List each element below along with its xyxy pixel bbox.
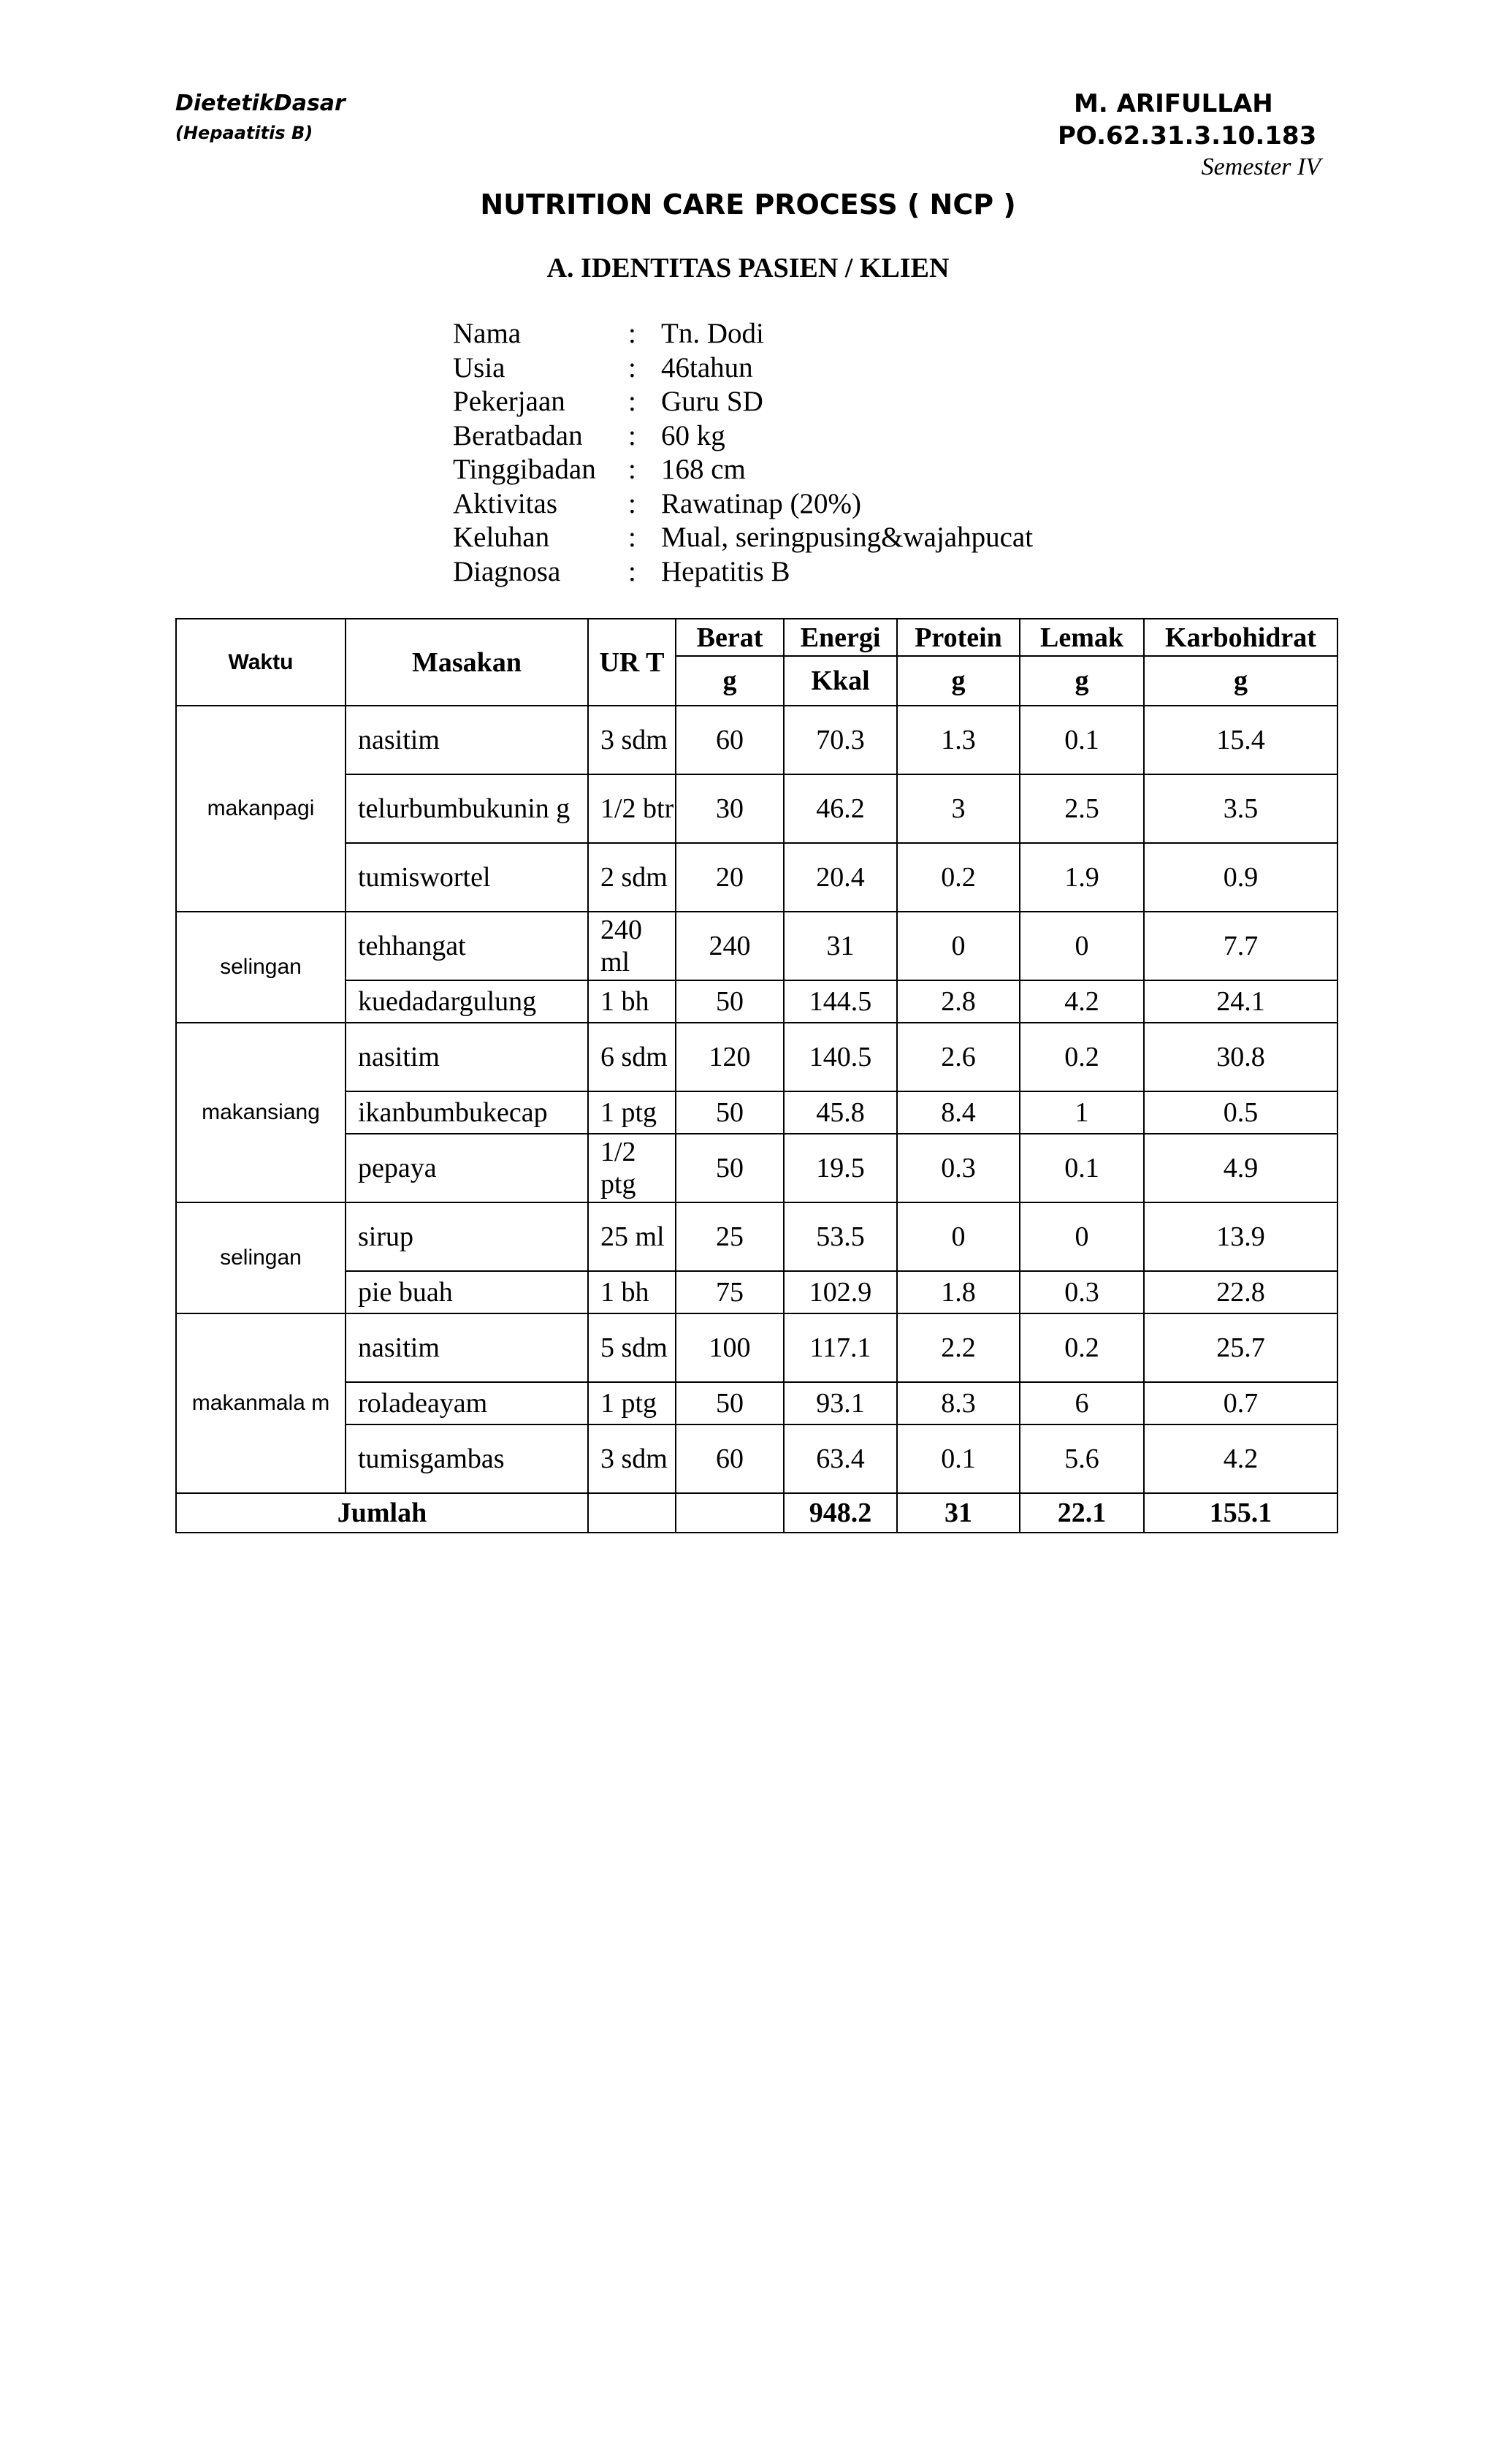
- header-masakan: Masakan: [346, 619, 588, 706]
- karbohidrat-cell: 0.5: [1144, 1091, 1337, 1134]
- masakan-cell: tumiswortel: [346, 843, 588, 912]
- section-title: A. IDENTITAS PASIEN / KLIEN: [546, 253, 950, 283]
- table-row: [176, 1134, 1337, 1202]
- table-row: [176, 980, 1337, 1023]
- identity-sep: :: [628, 351, 636, 384]
- protein-cell: 2.2: [897, 1313, 1020, 1382]
- identity-value: Hepatitis B: [661, 555, 790, 587]
- urt-cell: 1 bh: [588, 1271, 676, 1313]
- header-karbohidrat: Karbohidrat: [1144, 619, 1337, 656]
- unit-protein: g: [897, 656, 1020, 706]
- header-waktu: Waktu: [176, 619, 346, 706]
- lemak-cell: 5.6: [1020, 1424, 1144, 1493]
- urt-cell: 1/2 btr: [588, 774, 676, 843]
- masakan-cell: sirup: [346, 1202, 588, 1271]
- urt-cell: 5 sdm: [588, 1313, 676, 1382]
- energi-cell: 53.5: [784, 1202, 897, 1271]
- identity-sep: :: [628, 522, 636, 553]
- karbohidrat-cell: 7.7: [1144, 912, 1337, 980]
- karbohidrat-cell: 0.9: [1144, 843, 1337, 912]
- lemak-cell: 0.2: [1020, 1313, 1144, 1382]
- karbohidrat-cell: 0.7: [1144, 1382, 1337, 1424]
- karbohidrat-cell: 30.8: [1144, 1023, 1337, 1091]
- urt-cell: 3 sdm: [588, 706, 676, 774]
- masakan-cell: tehhangat: [346, 912, 588, 980]
- protein-cell: 0.1: [897, 1424, 1020, 1493]
- karbohidrat-cell: 4.9: [1144, 1134, 1337, 1202]
- energi-cell: 117.1: [784, 1313, 897, 1382]
- table-row: [176, 706, 1337, 774]
- waktu-cell: selingan: [176, 912, 346, 1023]
- masakan-cell: pepaya: [346, 1134, 588, 1202]
- energi-cell: 20.4: [784, 843, 897, 912]
- masakan-cell: pie buah: [346, 1271, 588, 1313]
- masakan-cell: nasitim: [346, 706, 588, 774]
- table-row: [176, 1091, 1337, 1134]
- total-lemak: 22.1: [1020, 1493, 1144, 1533]
- lemak-cell: 2.5: [1020, 774, 1144, 843]
- table-row: [176, 774, 1337, 843]
- energi-cell: 31: [784, 912, 897, 980]
- identity-row: [453, 521, 1033, 555]
- masakan-cell: telurbumbukunin g: [346, 774, 588, 843]
- identity-value: 168 cm: [661, 454, 746, 485]
- identity-row: [453, 487, 1033, 522]
- masakan-cell: ikanbumbukecap: [346, 1091, 588, 1134]
- identity-row: [453, 453, 1033, 487]
- berat-cell: 100: [676, 1313, 784, 1382]
- berat-cell: 75: [676, 1271, 784, 1313]
- waktu-cell: makanpagi: [176, 706, 346, 912]
- identity-row: [453, 419, 1033, 454]
- berat-cell: 60: [676, 706, 784, 774]
- berat-cell: 50: [676, 980, 784, 1023]
- identity-label: Diagnosa: [453, 555, 561, 587]
- table-row: [176, 1382, 1337, 1424]
- urt-cell: 2 sdm: [588, 843, 676, 912]
- identity-value: Guru SD: [661, 386, 763, 417]
- masakan-cell: nasitim: [346, 1313, 588, 1382]
- total-row: [176, 1493, 1337, 1533]
- berat-cell: 50: [676, 1134, 784, 1202]
- identity-sep: :: [628, 454, 636, 485]
- lemak-cell: 1: [1020, 1091, 1144, 1134]
- table-row: [176, 1271, 1337, 1313]
- lemak-cell: 0.2: [1020, 1023, 1144, 1091]
- energi-cell: 140.5: [784, 1023, 897, 1091]
- identity-label: Pekerjaan: [453, 386, 565, 417]
- masakan-cell: nasitim: [346, 1023, 588, 1091]
- urt-cell: 25 ml: [588, 1202, 676, 1271]
- total-label: Jumlah: [176, 1493, 588, 1533]
- waktu-cell: selingan: [176, 1202, 346, 1313]
- protein-cell: 2.6: [897, 1023, 1020, 1091]
- identity-value: 46tahun: [661, 351, 753, 384]
- semester: Semester IV: [1201, 153, 1321, 180]
- protein-cell: 2.8: [897, 980, 1020, 1023]
- berat-cell: 240: [676, 912, 784, 980]
- protein-cell: 1.3: [897, 706, 1020, 774]
- energi-cell: 102.9: [784, 1271, 897, 1313]
- urt-cell: 6 sdm: [588, 1023, 676, 1091]
- total-protein: 31: [897, 1493, 1020, 1533]
- karbohidrat-cell: 3.5: [1144, 774, 1337, 843]
- table-row: [176, 1202, 1337, 1271]
- identity-label: Beratbadan: [453, 419, 583, 451]
- protein-cell: 0.3: [897, 1134, 1020, 1202]
- identity-sep: :: [628, 386, 636, 417]
- energi-cell: 46.2: [784, 774, 897, 843]
- lemak-cell: 4.2: [1020, 980, 1144, 1023]
- unit-lemak: g: [1020, 656, 1144, 706]
- protein-cell: 8.3: [897, 1382, 1020, 1424]
- waktu-cell: makansiang: [176, 1023, 346, 1202]
- lemak-cell: 0.1: [1020, 706, 1144, 774]
- energi-cell: 93.1: [784, 1382, 897, 1424]
- course-name: DietetikDasar: [175, 91, 346, 116]
- identity-row: [453, 317, 1033, 351]
- protein-cell: 8.4: [897, 1091, 1020, 1134]
- patient-identity: [453, 317, 1033, 589]
- lemak-cell: 0: [1020, 912, 1144, 980]
- urt-cell: 1 bh: [588, 980, 676, 1023]
- identity-row: [453, 351, 1033, 386]
- energi-cell: 144.5: [784, 980, 897, 1023]
- protein-cell: 0: [897, 912, 1020, 980]
- lemak-cell: 6: [1020, 1382, 1144, 1424]
- identity-label: Keluhan: [453, 522, 550, 553]
- document-title: NUTRITION CARE PROCESS ( NCP ): [480, 188, 1016, 221]
- identity-row: [453, 555, 1033, 590]
- identity-value: Rawatinap (20%): [661, 487, 861, 519]
- berat-cell: 60: [676, 1424, 784, 1493]
- identity-sep: :: [628, 487, 636, 519]
- header-berat: Berat: [676, 619, 784, 656]
- identity-label: Tinggibadan: [453, 454, 596, 485]
- header-lemak: Lemak: [1020, 619, 1144, 656]
- protein-cell: 0.2: [897, 843, 1020, 912]
- urt-cell: 1 ptg: [588, 1091, 676, 1134]
- identity-sep: :: [628, 419, 636, 451]
- identity-label: Aktivitas: [453, 487, 557, 519]
- menu-table: [175, 618, 1338, 1533]
- berat-cell: 25: [676, 1202, 784, 1271]
- energi-cell: 45.8: [784, 1091, 897, 1134]
- table-row: [176, 1424, 1337, 1493]
- identity-sep: :: [628, 318, 636, 349]
- course-topic: (Hepaatitis B): [175, 123, 313, 143]
- identity-value: 60 kg: [661, 419, 725, 451]
- identity-sep: :: [628, 555, 636, 587]
- lemak-cell: 1.9: [1020, 843, 1144, 912]
- protein-cell: 3: [897, 774, 1020, 843]
- karbohidrat-cell: 22.8: [1144, 1271, 1337, 1313]
- masakan-cell: tumisgambas: [346, 1424, 588, 1493]
- masakan-cell: roladeayam: [346, 1382, 588, 1424]
- table-row: [176, 1313, 1337, 1382]
- total-empty: [588, 1493, 676, 1533]
- student-id: PO.62.31.3.10.183: [1058, 121, 1317, 150]
- berat-cell: 50: [676, 1091, 784, 1134]
- total-karbohidrat: 155.1: [1144, 1493, 1337, 1533]
- lemak-cell: 0: [1020, 1202, 1144, 1271]
- berat-cell: 30: [676, 774, 784, 843]
- energi-cell: 19.5: [784, 1134, 897, 1202]
- urt-cell: 1 ptg: [588, 1382, 676, 1424]
- protein-cell: 0: [897, 1202, 1020, 1271]
- author-name: M. ARIFULLAH: [1074, 89, 1273, 118]
- berat-cell: 120: [676, 1023, 784, 1091]
- total-energi: 948.2: [784, 1493, 897, 1533]
- lemak-cell: 0.3: [1020, 1271, 1144, 1313]
- energi-cell: 70.3: [784, 706, 897, 774]
- urt-cell: 240 ml: [588, 912, 676, 980]
- unit-berat: g: [676, 656, 784, 706]
- karbohidrat-cell: 25.7: [1144, 1313, 1337, 1382]
- header-urt: UR T: [588, 619, 676, 706]
- karbohidrat-cell: 24.1: [1144, 980, 1337, 1023]
- urt-cell: 1/2 ptg: [588, 1134, 676, 1202]
- unit-karbohidrat: g: [1144, 656, 1337, 706]
- karbohidrat-cell: 4.2: [1144, 1424, 1337, 1493]
- masakan-cell: kuedadargulung: [346, 980, 588, 1023]
- energi-cell: 63.4: [784, 1424, 897, 1493]
- identity-row: [453, 385, 1033, 419]
- header-protein: Protein: [897, 619, 1020, 656]
- table-row: [176, 1023, 1337, 1091]
- berat-cell: 50: [676, 1382, 784, 1424]
- karbohidrat-cell: 13.9: [1144, 1202, 1337, 1271]
- identity-value: Mual, seringpusing&wajahpucat: [661, 522, 1034, 553]
- header-energi: Energi: [784, 619, 897, 656]
- table-row: [176, 843, 1337, 912]
- table-row: [176, 912, 1337, 980]
- berat-cell: 20: [676, 843, 784, 912]
- total-empty: [676, 1493, 784, 1533]
- unit-energi: Kkal: [784, 656, 897, 706]
- karbohidrat-cell: 15.4: [1144, 706, 1337, 774]
- lemak-cell: 0.1: [1020, 1134, 1144, 1202]
- protein-cell: 1.8: [897, 1271, 1020, 1313]
- urt-cell: 3 sdm: [588, 1424, 676, 1493]
- identity-label: Nama: [453, 318, 522, 349]
- identity-label: Usia: [453, 351, 505, 384]
- identity-value: Tn. Dodi: [661, 318, 764, 349]
- waktu-cell: makanmala m: [176, 1313, 346, 1493]
